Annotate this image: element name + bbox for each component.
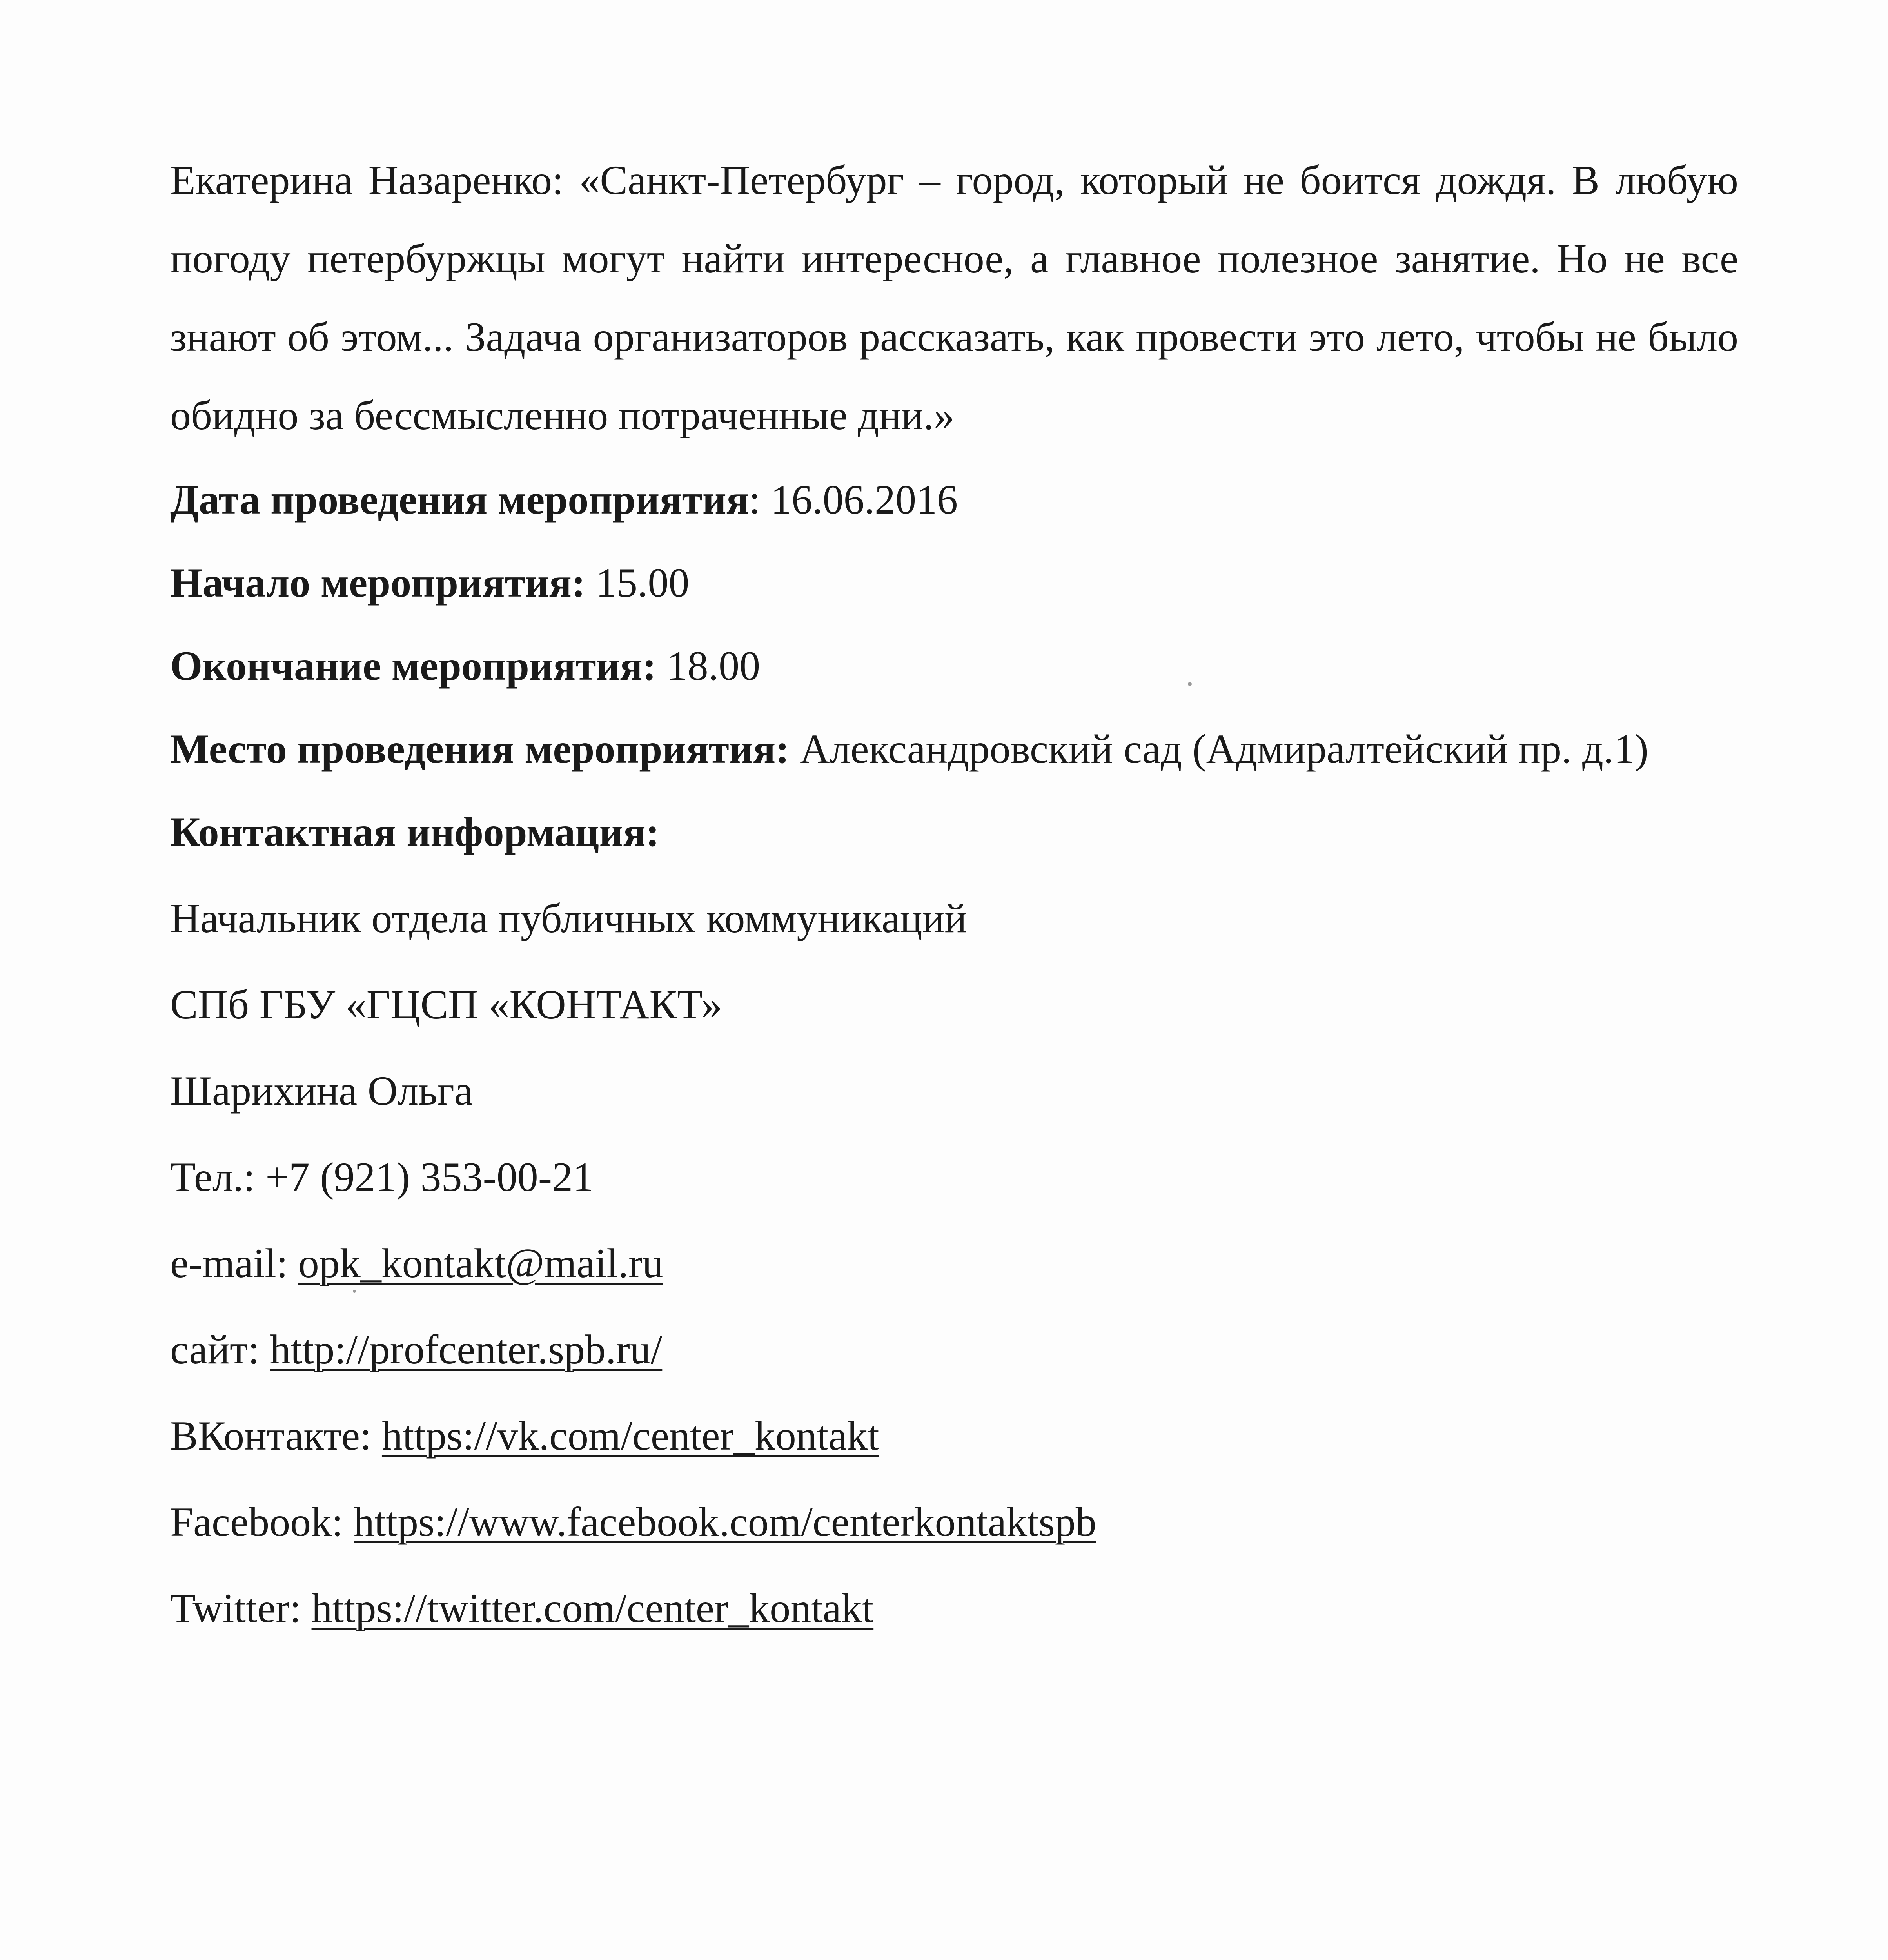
contacts-heading [170,807,1738,858]
contacts-block [170,893,1738,1634]
vk-link[interactable]: https://vk.com/center_kontakt [381,1413,879,1459]
contact-twitter [170,1583,1738,1634]
event-date [170,474,1738,525]
site-link[interactable]: http://profcenter.spb.ru/ [270,1327,663,1372]
contact-organization: СПб ГБУ «ГЦСП «КОНТАКТ» [170,982,723,1027]
contact-position: Начальник отдела публичных коммуникаций [170,895,967,941]
event-start-value: 15.00 [585,560,690,606]
vk-label: ВКонтакте: [170,1413,382,1459]
facebook-label: Facebook: [170,1499,354,1545]
facebook-link[interactable]: https://www.facebook.com/centerkontaktspb [354,1499,1096,1545]
contacts-heading-text: Контактная информация: [170,809,660,855]
event-end-value: 18.00 [656,643,761,689]
email-link[interactable]: opk_kontakt@mail.ru [298,1240,663,1286]
event-start-label: Начало мероприятия: [170,560,586,606]
contact-email [170,1238,1738,1289]
event-start [170,557,1738,608]
event-place-label: Место проведения мероприятия: [170,726,790,772]
contact-site [170,1324,1738,1375]
twitter-link[interactable]: https://twitter.com/center_kontakt [311,1585,874,1631]
event-end-label: Окончание мероприятия: [170,643,657,689]
contact-vk [170,1410,1738,1461]
event-date-value: : 16.06.2016 [749,477,958,523]
contact-facebook [170,1497,1738,1548]
contact-person: Шарихина Ольга [170,1068,473,1114]
event-end [170,641,1738,691]
document-body [170,141,1738,1634]
email-label: e-mail: [170,1240,298,1286]
site-label: сайт: [170,1327,270,1372]
event-date-label: Дата проведения мероприятия [170,477,749,523]
event-place [170,724,1738,775]
twitter-label: Twitter: [170,1585,312,1631]
quote-paragraph: Екатерина Назаренко: «Санкт-Петербург – город, который не боится дождя. В любую погоду петербуржцы могут найти интересное, а главное полезное занятие. Но не все знают об этом... Задача организаторов рассказать, как провести это лето, чтобы не было обидно за бессмысленно потраченные дни.» [170,157,1738,438]
event-place-value: Александровский сад (Адмиралтейский пр. д.1) [789,726,1648,772]
contact-phone: Тел.: +7 (921) 353-00-21 [170,1154,594,1200]
